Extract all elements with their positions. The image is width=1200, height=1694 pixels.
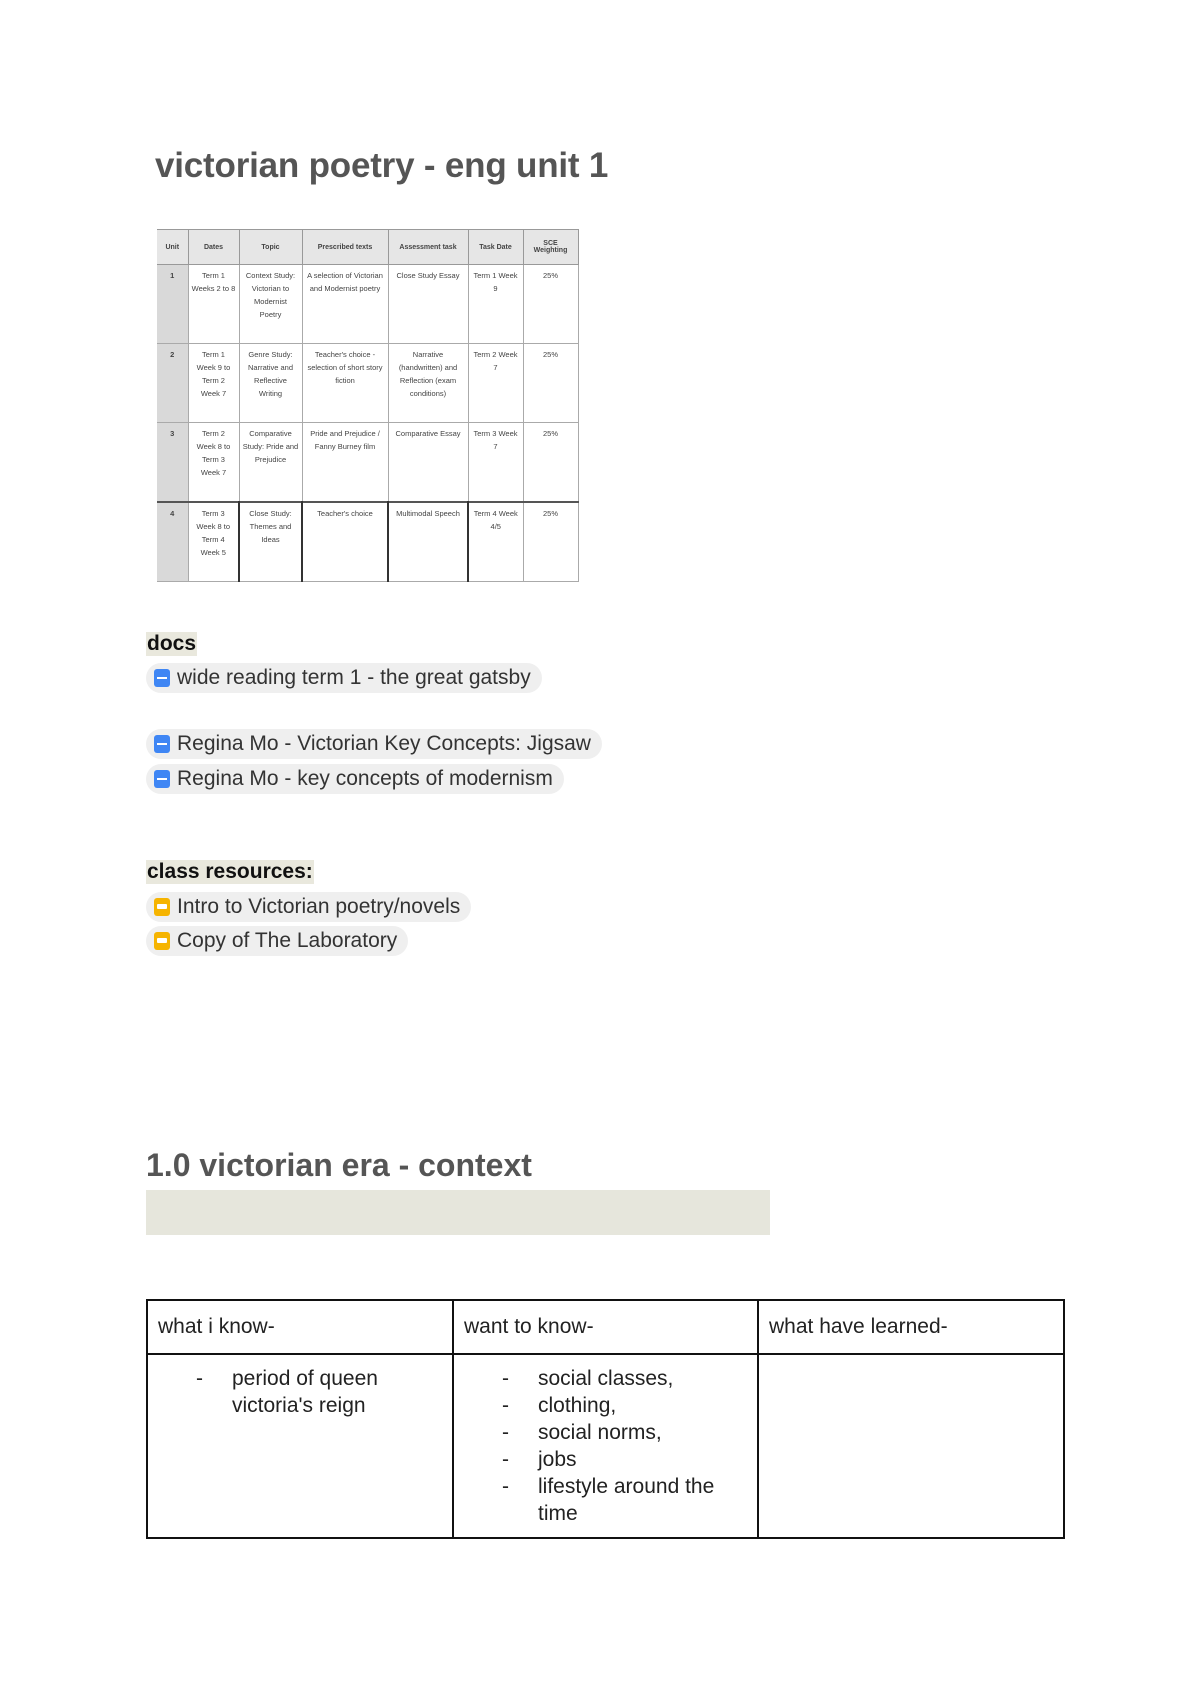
google-slides-icon: [154, 898, 170, 916]
kwl-header-want: want to know-: [453, 1300, 758, 1354]
google-doc-icon: [154, 669, 170, 687]
list-item: - social norms,: [502, 1419, 747, 1446]
doc-link-text: Regina Mo - key concepts of modernism: [177, 767, 553, 790]
assessment-table-header-row: [157, 230, 578, 265]
assessment-cell: Genre Study: Narrative and Reflective Writing: [239, 344, 302, 423]
assessment-cell: Term 1 Weeks 2 to 8: [188, 265, 239, 344]
assessment-cell: Term 2 Week 8 to Term 3 Week 7: [188, 423, 239, 503]
class-resources-label: class resources:: [147, 860, 313, 883]
kwl-want-list: [464, 1365, 747, 1527]
list-item: - jobs: [502, 1446, 747, 1473]
assessment-cell: Teacher's choice: [302, 502, 388, 582]
assessment-cell: Pride and Prejudice / Fanny Burney film: [302, 423, 388, 503]
kwl-header-row: [147, 1300, 1064, 1354]
list-item: - period of queen victoria's reign: [196, 1365, 442, 1419]
google-slides-icon: [154, 932, 170, 950]
kwl-know-list: [158, 1365, 442, 1419]
list-item: - clothing,: [502, 1392, 747, 1419]
doc-link-text: wide reading term 1 - the great gatsby: [177, 666, 531, 689]
section-heading: 1.0 victorian era - context: [146, 1147, 532, 1183]
assessment-header-cell: Dates: [188, 230, 239, 265]
assessment-cell: 1: [157, 265, 188, 344]
assessment-cell: Term 1 Week 9 to Term 2 Week 7: [188, 344, 239, 423]
assessment-header-cell: Topic: [239, 230, 302, 265]
assessment-cell: Close Study Essay: [388, 265, 468, 344]
assessment-cell: Term 2 Week 7: [468, 344, 523, 423]
slides-link-text: Copy of The Laboratory: [177, 929, 398, 952]
assessment-header-cell: SCE Weighting: [523, 230, 578, 265]
docs-label: docs: [147, 632, 197, 655]
assessment-cell: Comparative Essay: [388, 423, 468, 503]
highlight-bar: [146, 1190, 770, 1235]
assessment-cell: Term 3 Week 7: [468, 423, 523, 503]
assessment-cell: Close Study: Themes and Ideas: [239, 502, 302, 582]
slides-link-intro-victorian[interactable]: [146, 892, 471, 922]
kwl-table: [146, 1299, 1065, 1539]
assessment-cell: Term 1 Week 9: [468, 265, 523, 344]
assessment-cell: 25%: [523, 265, 578, 344]
assessment-cell: Context Study: Victorian to Modernist Poetry: [239, 265, 302, 344]
assessment-header-cell: Prescribed texts: [302, 230, 388, 265]
page-title: victorian poetry - eng unit 1: [155, 146, 609, 185]
assessment-cell: Teacher's choice - selection of short story fiction: [302, 344, 388, 423]
assessment-cell: Multimodal Speech: [388, 502, 468, 582]
assessment-cell: A selection of Victorian and Modernist poetry: [302, 265, 388, 344]
kwl-learned-cell: [758, 1354, 1064, 1538]
assessment-cell: Term 3 Week 8 to Term 4 Week 5: [188, 502, 239, 582]
assessment-header-cell: Assessment task: [388, 230, 468, 265]
kwl-header-know: what i know-: [147, 1300, 453, 1354]
assessment-cell: 25%: [523, 344, 578, 423]
google-doc-icon: [154, 735, 170, 753]
assessment-cell: Comparative Study: Pride and Prejudice: [239, 423, 302, 503]
assessment-header-cell: Task Date: [468, 230, 523, 265]
doc-link-text: Regina Mo - Victorian Key Concepts: Jigsaw: [177, 732, 591, 755]
assessment-cell: Term 4 Week 4/5: [468, 502, 523, 582]
google-doc-icon: [154, 770, 170, 788]
kwl-header-learned: what have learned-: [758, 1300, 1064, 1354]
assessment-cell: 3: [157, 423, 188, 503]
assessment-table-row: [157, 502, 578, 582]
kwl-want-cell: [453, 1354, 758, 1538]
assessment-cell: 2: [157, 344, 188, 423]
doc-link-gatsby[interactable]: [146, 663, 542, 693]
slides-link-laboratory[interactable]: [146, 926, 408, 956]
list-item: - social classes,: [502, 1365, 747, 1392]
assessment-schedule-table: [157, 229, 579, 582]
doc-link-victorian-key-concepts[interactable]: [146, 729, 602, 759]
assessment-cell: Narrative (handwritten) and Reflection (exam conditions): [388, 344, 468, 423]
assessment-cell: 25%: [523, 423, 578, 503]
assessment-cell: 4: [157, 502, 188, 582]
assessment-table-row: [157, 344, 578, 423]
slides-link-text: Intro to Victorian poetry/novels: [177, 895, 461, 918]
assessment-header-cell: Unit: [157, 230, 188, 265]
assessment-table-row: [157, 265, 578, 344]
kwl-body-row: [147, 1354, 1064, 1538]
doc-link-modernism-concepts[interactable]: [146, 764, 564, 794]
list-item: - lifestyle around the time: [502, 1473, 747, 1527]
assessment-table-row: [157, 423, 578, 503]
assessment-cell: 25%: [523, 502, 578, 582]
kwl-know-cell: [147, 1354, 453, 1538]
